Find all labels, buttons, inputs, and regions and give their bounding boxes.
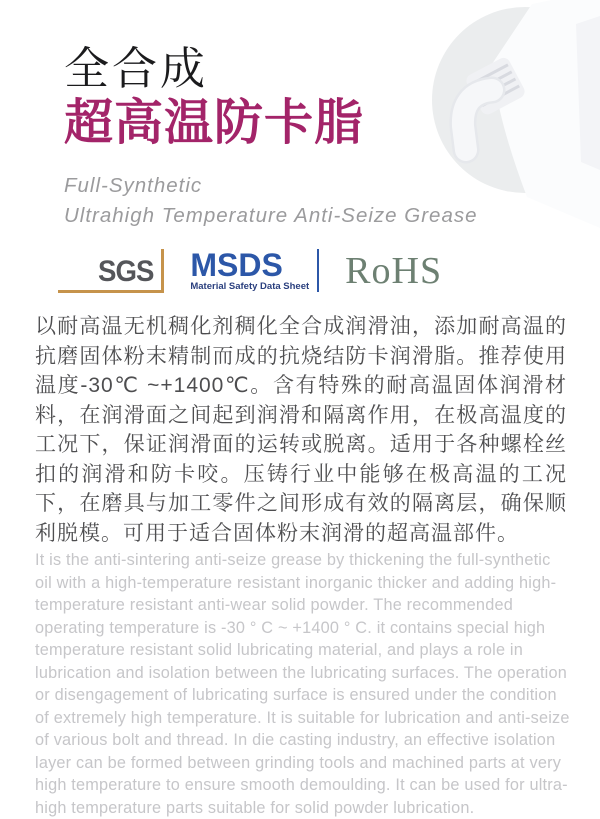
product-title-chinese-accent: 超高温防卡脂 — [64, 96, 365, 151]
description-chinese: 以耐高温无机稠化剂稠化全合成润滑油，添加耐高温的抗磨固体粉末精制而成的抗烧结防卡润滑脂。推荐使用温度-30℃ ~+1400℃。含有特殊的耐高温固体润滑材料，在润滑面之间起到润滑和隔离作用，在极高温度的工况下，保证润滑面的运转或脱离。适用于各种螺栓丝扣的润滑和防卡咬。压铸行业中能够在极高温的工况下，在磨具与加工零件之间形成有效的隔离层，确保顺利脱模。可用于适合固体粉末润滑的超高温部件。 — [35, 315, 567, 545]
subtitle-line-1: Full-Synthetic — [64, 174, 203, 198]
subtitle-line-2: Ultrahigh Temperature Anti-Seize Grease — [64, 204, 478, 228]
description-english: It is the anti-sintering anti-seize grease by thickening the full-synthetic oil with a high-temperature resistant inorganic thicker and adding high-temperature resistant anti-wear solid powder. The recommended operating temperature is -30 ° C ~ +1400 ° C. it contains special high temperature resistant solid lubricating material, and plays a role in lubrication and isolation between the lubricating surfaces. The operation or disengagement of lubricating surface is ensured under the condition of extremely high temperature. It is suitable for lubrication and anti-seize of various bolt and thread. In die casting industry, an effective isolation layer can be formed between grinding tools and machined parts at very high temperature to ensure smooth demoulding. It can be used for ultra-high temperature parts suitable for solid powder lubrication. — [35, 551, 570, 817]
rohs-logo: RoHS — [345, 250, 443, 292]
product-title-chinese: 全合成 — [64, 43, 209, 94]
header — [64, 44, 478, 231]
certification-logos — [58, 249, 442, 293]
msds-logo — [190, 249, 319, 292]
sgs-logo — [58, 249, 164, 293]
msds-logo-caption: Material Safety Data Sheet — [190, 281, 310, 292]
sgs-logo-text: SGS — [98, 255, 154, 288]
product-title-english — [64, 171, 478, 231]
msds-logo-text: MSDS — [190, 247, 283, 283]
